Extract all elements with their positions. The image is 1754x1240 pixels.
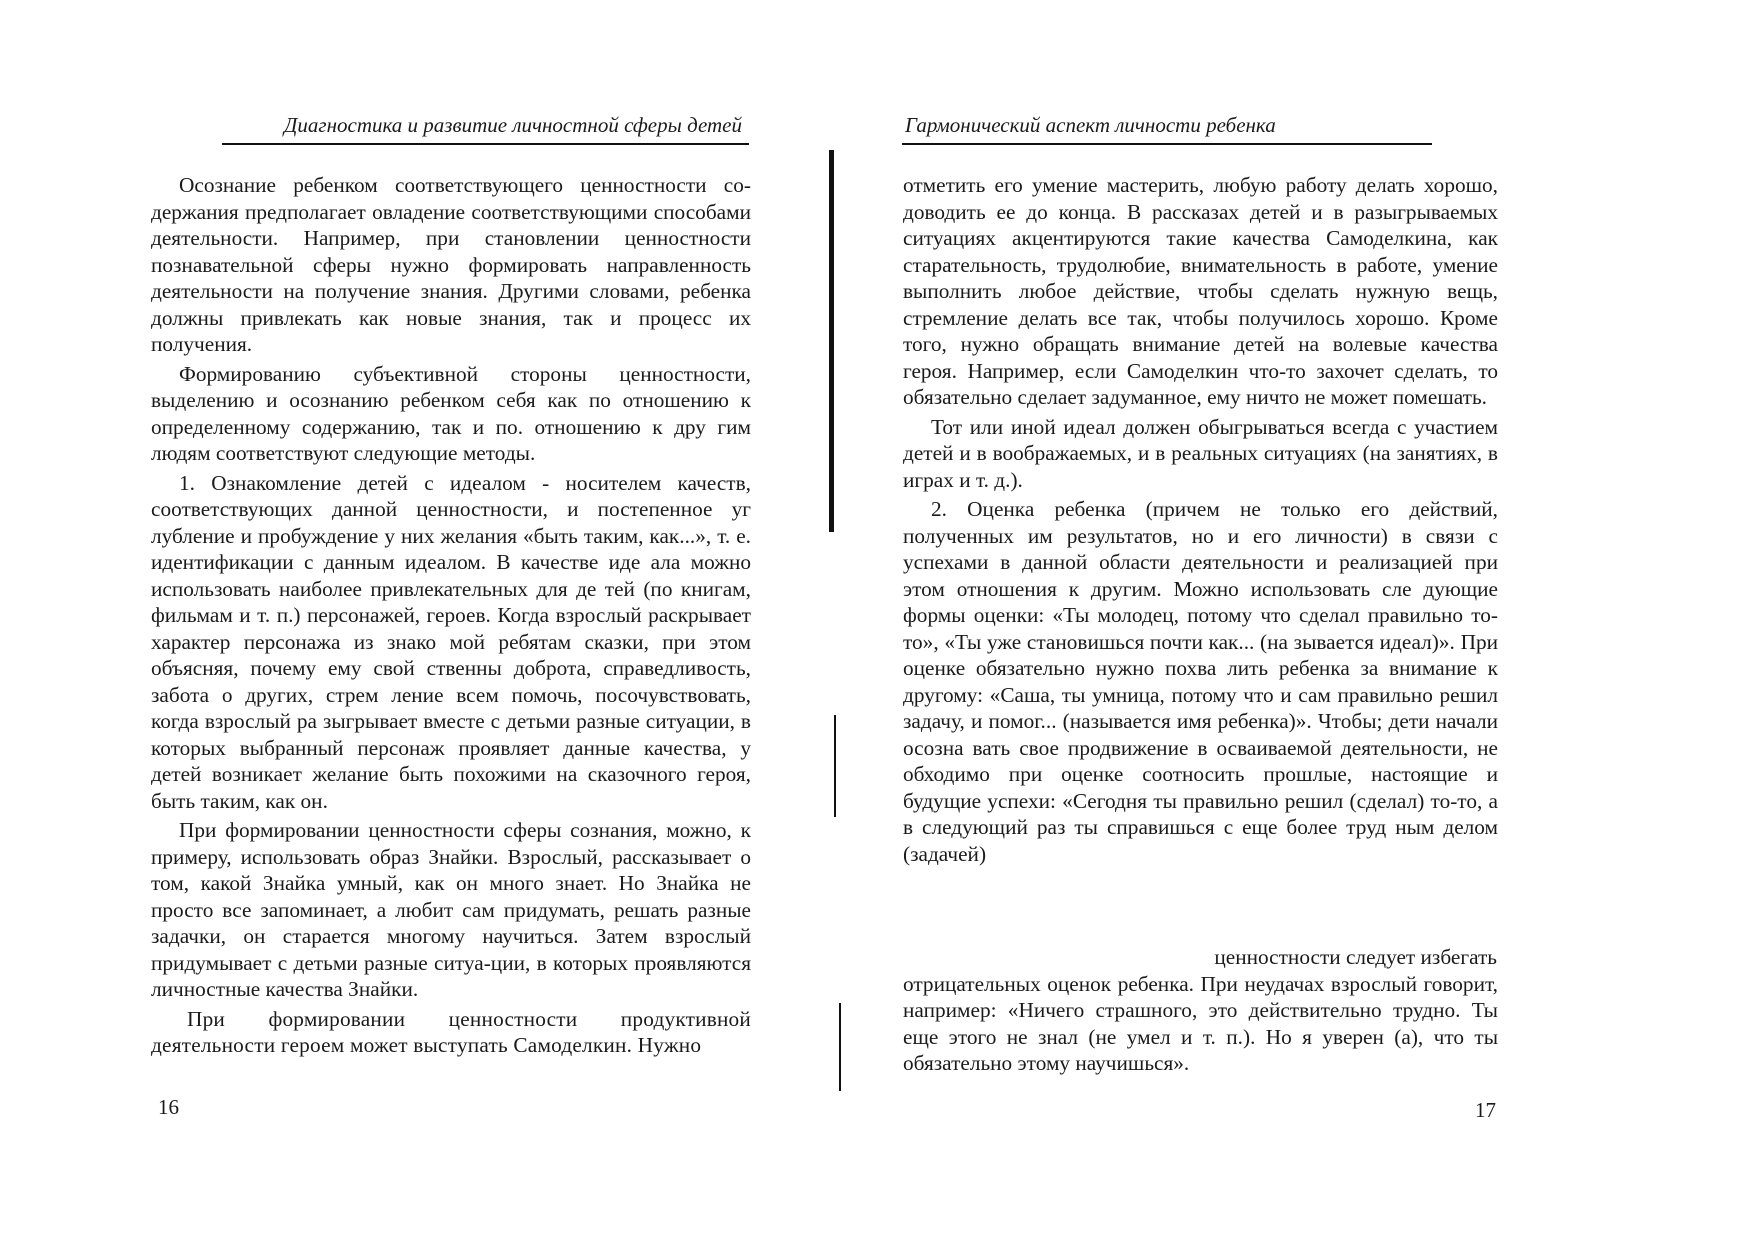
left-page-body: [151, 172, 751, 1062]
left-paragraph-4: При формировании ценностности сферы сознания, можно, к примеру, использовать образ Знайки. Взрослый, рассказывает о том, какой Знайка умный, как он много знает. Но Знайка не просто все запоминает, а любит сам придумать, решать разные задачки, он старается многому научиться. Затем взрослый придумывает с детьми разные ситуа-ции, в которых проявляются личностные качества Знайки.: [151, 818, 751, 1001]
left-paragraph-2: Формированию субъективной стороны ценностности, выделению и осознанию ребенком себя как по отношению к определенному содержанию, так и по. отношению к дру гим людям соответствуют следующие методы.: [151, 361, 751, 465]
right-paragraph-1: отметить его умение мастерить, любую работу делать хорошо, доводить ее до конца. В рассказах детей и в разыгрываемых ситуациях акцентируются такие качества Самоделкина, как старательность, трудолюбие, внимательность в работе, умение выполнить любое действие, чтобы сделать нужную вещь, стремление делать все так, чтобы получилось хорошо. Кроме того, нужно обращать внимание детей на волевые качества героя. Например, если Самоделкин что-то захочет сделать, то обязательно сделает задуманное, ему ничто не может помешать.: [903, 173, 1498, 409]
left-paragraph-5: При формировании ценностности продуктивной деятельности героем может выступать Самоделкин. Нужно: [151, 1006, 751, 1057]
gutter-mark-bottom: [839, 1003, 841, 1091]
right-page-running-header: Гармонический аспект личности ребенка: [905, 113, 1276, 137]
left-paragraph-3: 1. Ознакомление детей с идеалом - носителем качеств, соответствующих данной ценностности, и постепенное уг лубление и пробуждение у них желания «быть таким, как...», т. е. идентификации с данным идеалом. В качестве иде ала можно использовать наиболее привлекательных для де тей (по книгам, фильмам и т. п.) персонажей, героев. Когда взрослый раскрывает характер персонажа из знако мой ребятам сказки, при этом объясняя, почему ему свой ственны доброта, справедливость, забота о других, стрем ление всем помочь, посочувствовать, когда взрослый ра зыгрывает вместе с детьми разные ситуации, в которых выбранный персонаж проявляет данные качества, у детей возникает желание быть похожими на сказочного героя, быть таким, как он.: [151, 470, 751, 813]
gutter-mark-middle: [834, 715, 836, 817]
right-header-rule: [902, 143, 1432, 145]
right-page-body-continuation: [903, 944, 1498, 1080]
left-page-number: 16: [158, 1095, 179, 1119]
left-header-rule: [222, 143, 749, 145]
right-paragraph-2: Тот или иной идеал должен обыгрываться всегда с участием детей и в воображаемых, и в реальных ситуациях (на занятиях, в играх и т. д.).: [903, 414, 1498, 492]
right-tail-first-line: ценностности следует избегать: [1214, 945, 1497, 969]
right-paragraph-3: 2. Оценка ребенка (причем не только его действий, полученных им результатов, но и его личности) в связи с успехами в данной области деятельности и реализацией при этом отношения к другим. Можно использовать сле дующие формы оценки: «Ты молодец, потому что сделал правильно то-то», «Ты уже становишься почти как... (на зывается идеал)». При оценке обязательно нужно похва лить ребенка за внимание к другому: «Саша, ты умница, потому что и сам правильно решил задачу, и помог... (называется имя ребенка)». Чтобы; дети начали осозна вать свое продвижение в осваиваемой деятельности, не обходимо при оценке соотносить прошлые, настоящие и будущие успехи: «Сегодня ты правильно решил (сделал) то-то, а в следующий раз ты справишься с еще более труд ным делом (задачей): [903, 497, 1498, 866]
right-tail-paragraph: отрицательных оценок ребенка. При неудачах взрослый говорит, например: «Ничего страшного, это действительно трудно. Ты еще этого не знал (не умел и т. п.). Но я уверен (а), что ты обязательно этому научишься».: [903, 971, 1498, 1075]
left-paragraph-1: Осознание ребенком соответствующего ценностности содержания предполагает овладение соответствующими способами деятельности. Например, при становлении ценностности познавательной сферы нужно формировать направленность деятельности на получение знания. Другими словами, ребенка должны привлекать как новые знания, так и процесс их получения.: [151, 173, 751, 356]
gutter-mark-top: [829, 150, 834, 532]
right-page-body: [903, 172, 1498, 870]
left-page-running-header: Диагностика и развитие личностной сферы детей: [284, 113, 742, 137]
right-page-number: 17: [1475, 1098, 1496, 1122]
